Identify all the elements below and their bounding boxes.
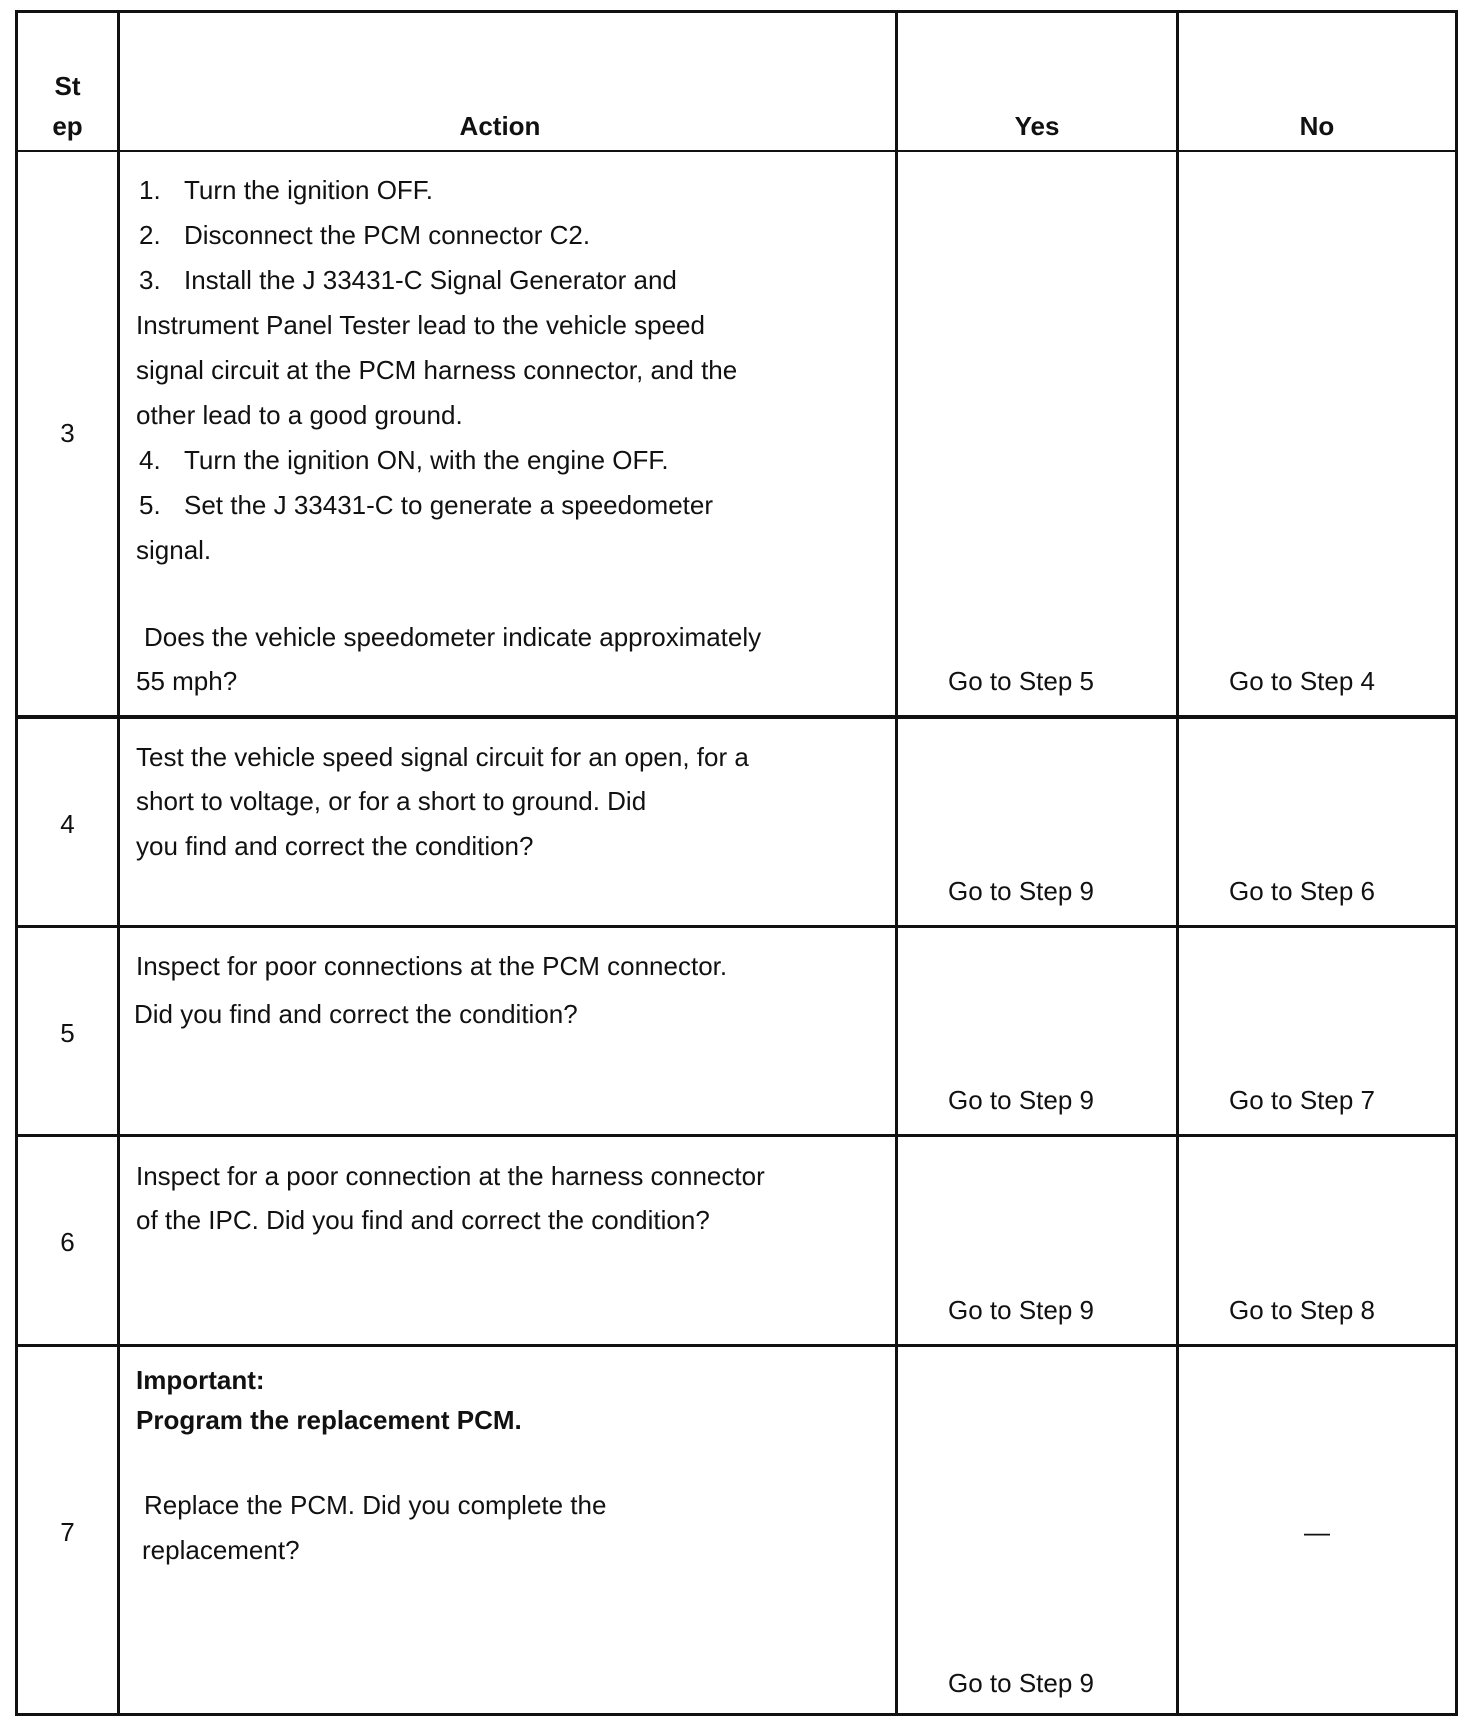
important-note: Program the replacement PCM. xyxy=(136,1405,522,1435)
yes-result: Go to Step 5 xyxy=(948,666,1094,696)
list-item-text: Turn the ignition OFF. xyxy=(184,175,434,205)
row-divider-4 xyxy=(15,925,1458,928)
no-result: — xyxy=(1304,1517,1330,1547)
header-divider xyxy=(15,150,1458,152)
question-text: 55 mph? xyxy=(136,666,238,696)
yes-result: Go to Step 9 xyxy=(948,1668,1094,1698)
table-border-bottom xyxy=(15,1713,1458,1716)
yes-result: Go to Step 9 xyxy=(948,1295,1094,1325)
action-text: Inspect for a poor connection at the harness connector xyxy=(136,1161,765,1191)
yes-result: Go to Step 9 xyxy=(948,1085,1094,1115)
list-item-text: Set the J 33431-C to generate a speedometer xyxy=(184,490,714,520)
list-item-continuation: signal. xyxy=(136,535,212,565)
list-item-number: 5. xyxy=(139,490,161,520)
step-number: 6 xyxy=(60,1227,75,1257)
list-item-number: 4. xyxy=(139,445,161,475)
step-number: 3 xyxy=(60,418,75,448)
table-border-right xyxy=(1455,10,1458,1716)
step-number: 5 xyxy=(60,1018,75,1048)
header-yes: Yes xyxy=(1014,111,1060,141)
table-border-left xyxy=(15,10,18,1716)
row-divider-3 xyxy=(15,715,1458,719)
column-divider-step xyxy=(117,10,120,1716)
question-text: Does the vehicle speedometer indicate approximately xyxy=(144,622,762,652)
list-item-number: 3. xyxy=(139,265,161,295)
no-result: Go to Step 7 xyxy=(1229,1085,1375,1115)
important-label: Important: xyxy=(136,1365,265,1395)
action-text: replacement? xyxy=(142,1535,300,1565)
action-text: Replace the PCM. Did you complete the xyxy=(144,1490,607,1520)
action-text: Inspect for poor connections at the PCM connector. xyxy=(136,951,728,981)
list-item-continuation: other lead to a good ground. xyxy=(136,400,463,430)
list-item-text: Install the J 33431-C Signal Generator and xyxy=(184,265,677,295)
list-item-number: 2. xyxy=(139,220,161,250)
no-result: Go to Step 6 xyxy=(1229,876,1375,906)
action-text: short to voltage, or for a short to ground. Did xyxy=(136,786,647,816)
step-number: 4 xyxy=(60,809,75,839)
header-step-line2: ep xyxy=(52,111,83,141)
action-text: you find and correct the condition? xyxy=(136,831,534,861)
column-divider-yes xyxy=(1176,10,1179,1716)
action-text: Test the vehicle speed signal circuit for an open, for a xyxy=(136,742,749,772)
header-step-line1: St xyxy=(54,71,81,101)
yes-result: Go to Step 9 xyxy=(948,876,1094,906)
action-text: of the IPC. Did you find and correct the condition? xyxy=(136,1205,710,1235)
list-item-continuation: signal circuit at the PCM harness connector, and the xyxy=(136,355,738,385)
header-no: No xyxy=(1299,111,1335,141)
table-border-top xyxy=(15,10,1458,13)
list-item-text: Disconnect the PCM connector C2. xyxy=(184,220,591,250)
list-item-text: Turn the ignition ON, with the engine OFF. xyxy=(184,445,669,475)
list-item-continuation: Instrument Panel Tester lead to the vehicle speed xyxy=(136,310,705,340)
no-result: Go to Step 4 xyxy=(1229,666,1375,696)
action-text: Did you find and correct the condition? xyxy=(134,999,578,1029)
step-number: 7 xyxy=(60,1517,75,1547)
header-action: Action xyxy=(459,111,541,141)
column-divider-action xyxy=(895,10,898,1716)
row-divider-6 xyxy=(15,1344,1458,1347)
row-divider-5 xyxy=(15,1134,1458,1137)
no-result: Go to Step 8 xyxy=(1229,1295,1375,1325)
list-item-number: 1. xyxy=(139,175,161,205)
